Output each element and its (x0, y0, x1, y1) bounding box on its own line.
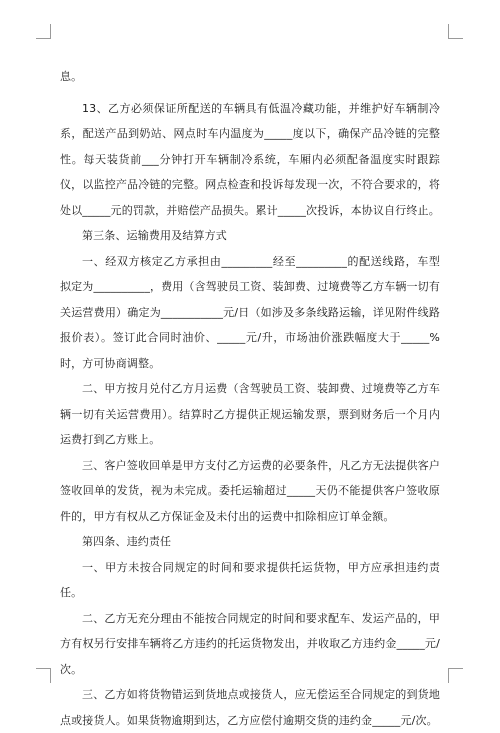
section-heading-article-4: 第四条、违约责任 (82, 535, 172, 548)
paragraph-article-3-item-1: 一、经双方核定乙方承担由_________经至_________的配送线路，车型拟定为__________，费用（含驾驶员工资、装卸费、过境费等乙方车辆一切有关运营费用）确定为___________元/日（如涉及多条线路运输，详见附件线路报价表）。签订此合同时油价、_____元/升，市场油价涨跌幅度大于_____%时，方可协商调整。 (60, 254, 440, 370)
paragraph-article-4-item-2: 二、乙方无充分理由不能按合同规定的时间和要求配车、发运产品的，甲方有权另行安排车辆将乙方违约的托运货物发出，并收取乙方违约金_____元/次。 (60, 611, 440, 676)
crop-mark-bottom-right (448, 668, 463, 683)
paragraph-clause-13: 13、乙方必须保证所配送的车辆具有低温冷藏功能，并维护好车辆制冷系，配送产品到奶站、网点时车内温度为_____度以下，确保产品冷链的完整性。每天装货前___分钟打开车辆制冷系统，车厢内必须配备温度实时跟踪仪，以监控产品冷链的完整。网点检查和投诉每发现一次，不符合要求的，将处以_____元的罚款，并赔偿产品损失。累计_____次投诉，本协议自行终止。 (60, 101, 440, 217)
crop-mark-top-left (36, 24, 51, 39)
paragraph-article-4-item-1: 一、甲方未按合同规定的时间和要求提供托运货物，甲方应承担违约责任。 (60, 560, 440, 599)
paragraph-article-3-item-3: 三、客户签收回单是甲方支付乙方运费的必要条件，凡乙方无法提供客户签收回单的发货，视为未完成。委托运输超过_____天仍不能提供客户签收原件的，甲方有权从乙方保证金及未付出的运费中扣除相应订单金额。 (60, 458, 440, 523)
crop-mark-bottom-left (36, 668, 51, 683)
paragraph-article-3-item-2: 二、甲方按月兑付乙方月运费（含驾驶员工资、装卸费、过境费等乙方车辆一切有关运营费用）。结算时乙方提供正规运输发票，票到财务后一个月内运费打到乙方账上。 (60, 382, 440, 446)
document-body (60, 64, 440, 733)
section-heading-article-3: 第三条、运输费用及结算方式 (82, 229, 227, 242)
paragraph-continuation: 息。 (60, 70, 83, 83)
crop-mark-top-right (448, 24, 463, 39)
paragraph-article-4-item-3: 三、乙方如将货物错运到货地点或接货人，应无偿运至合同规定的到货地点或接货人。如果货物逾期到达，乙方应偿付逾期交货的违约金_____元/次。 (60, 688, 440, 727)
